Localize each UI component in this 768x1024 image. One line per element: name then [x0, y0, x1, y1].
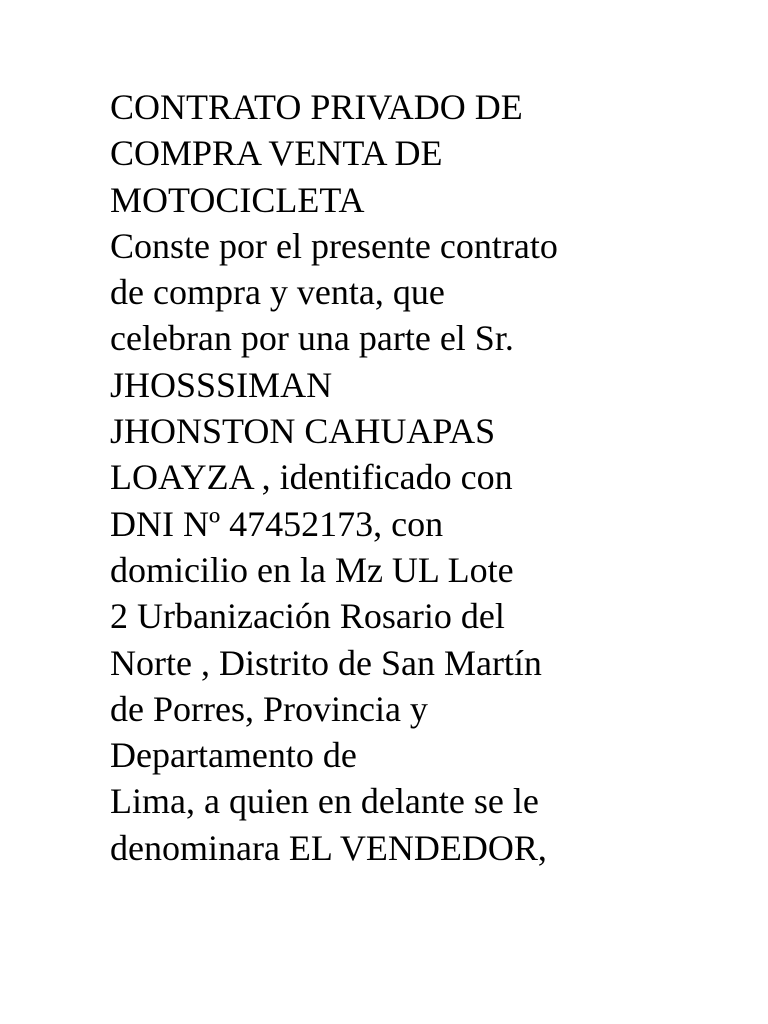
body-line: LOAYZA , identificado con [110, 457, 513, 498]
body-line: Conste por el presente contrato [110, 225, 558, 266]
body-line: DNI Nº 47452173, con [110, 503, 444, 544]
body-line: de compra y venta, que [110, 272, 445, 313]
title-line-3: MOTOCICLETA [110, 179, 365, 220]
contract-text [110, 84, 730, 871]
body-line: JHONSTON CAHUAPAS [110, 411, 496, 452]
body-line: 2 Urbanización Rosario del [110, 596, 505, 637]
body-line: Lima, a quien en delante se le [110, 781, 539, 822]
body-line: de Porres, Provincia y [110, 688, 428, 729]
body-line: celebran por una parte el Sr. [110, 318, 514, 359]
title-line-2: COMPRA VENTA DE [110, 133, 443, 174]
body-line: Norte , Distrito de San Martín [110, 642, 542, 683]
body-line: domicilio en la Mz UL Lote [110, 549, 514, 590]
body-line: Departamento de [110, 735, 357, 776]
body-line: denominara EL VENDEDOR, [110, 827, 547, 868]
title-line-1: CONTRATO PRIVADO DE [110, 87, 523, 127]
body-line: JHOSSSIMAN [110, 364, 333, 405]
